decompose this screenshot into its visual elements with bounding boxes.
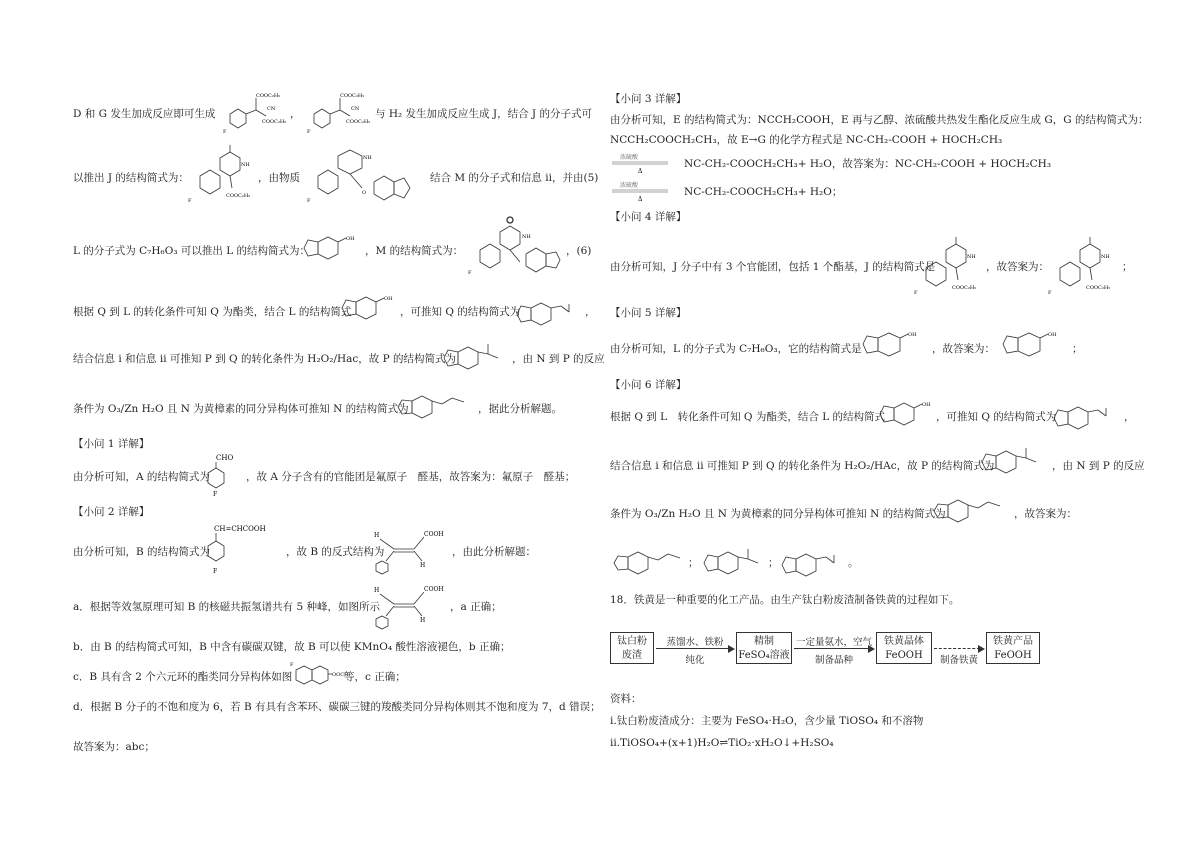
text-line — [610, 507, 946, 521]
text-line — [73, 600, 380, 614]
text: 由分析可知，J 分子中有 3 个官能团，包括 1 个酯基，J 的结构简式是 — [610, 261, 936, 273]
text-line — [73, 402, 409, 416]
text-line — [610, 133, 1002, 147]
text: a．根据等效氢原理可知 B 的核磁共振氢谱共有 5 种峰，如图所示 — [73, 601, 381, 613]
label: COOC₂H₅ — [1086, 285, 1111, 291]
text: NC-CH₂-COOCH₂CH₃+ H₂O，故答案为：NC-CH₂-COOH + HOCH₂CH₃ — [684, 158, 1052, 170]
label: H — [420, 562, 426, 569]
text: ，可推知 Q 的结构简式为 — [400, 306, 521, 318]
structure-a — [202, 452, 242, 498]
structure-p-2 — [978, 444, 1050, 482]
text-line — [286, 545, 384, 559]
text: D 和 G 发生加成反应即可生成 — [73, 108, 216, 120]
label: F — [307, 129, 311, 135]
text: 条件为 O₃/Zn H₂O 且 N 为黄樟素的同分异构体可推知 N 的结构简式为 — [73, 403, 409, 415]
structure-p — [440, 340, 510, 376]
text-line — [73, 305, 351, 319]
text: ； — [1122, 261, 1133, 273]
label: OH — [922, 402, 931, 408]
structure-p-answer — [700, 545, 772, 581]
text-line — [73, 107, 215, 121]
text: 。 — [848, 557, 859, 569]
text-line — [610, 113, 1148, 127]
label: F — [468, 270, 472, 276]
flow-arrow-top-label: 一定量氨水，空气 — [795, 637, 872, 648]
text: 由分析可知，B 的结构简式为 — [73, 546, 211, 558]
reaction-arrow-conditions-2 — [610, 180, 674, 204]
label: OH — [384, 296, 393, 302]
structure-l — [300, 232, 360, 266]
structure-d-g-adduct — [218, 88, 288, 136]
text-line — [452, 545, 536, 559]
structure-q-2 — [1050, 402, 1122, 436]
text: NC-CH₂-COOCH₂CH₃+ H₂O； — [684, 186, 843, 198]
text: ii.TiOSO₄+(x+1)H₂O⇌TiO₂·xH₂O↓+H₂SO₄ — [610, 737, 834, 749]
label: COOC₂H₅ — [226, 193, 251, 199]
label: CH=CHCOOH — [214, 525, 266, 533]
label: OH — [346, 236, 355, 242]
section-heading-q3 — [610, 92, 686, 106]
text: b．由 B 的结构简式可知，B 中含有碳碳双键，故 B 可以使 KMnO₄ 酸性溶液褪色，b 正确； — [73, 641, 511, 653]
structure-q-answer — [778, 549, 850, 581]
label: F — [188, 198, 192, 204]
text-line — [73, 545, 210, 559]
text: 与 H₂ 发生加成反应生成 J，结合 J 的分子式可 — [375, 108, 592, 120]
text: 【小问 6 详解】 — [610, 379, 687, 391]
text: 结合 M 的分子式和信息 ii，并由(5) — [430, 172, 599, 184]
text: L 的分子式为 C₇H₆O₃ 可以推出 L 的结构简式为： — [73, 245, 311, 257]
text: ，a 正确； — [450, 601, 502, 613]
text: 由分析可知，E 的结构简式为：NCCH₂COOH，E 再与乙醇、浓硫酸共热发生酯化反应生成 G，G 的结构简式为： — [610, 114, 1149, 126]
text: 结合信息 i 和信息 ii 可推知 P 到 Q 的转化条件为 H₂O₂/HAc，故 P 的结构简式为 — [610, 460, 995, 472]
text-line — [400, 305, 520, 319]
flow-box-line: FeSO₄溶液 — [738, 650, 790, 661]
text-line — [246, 470, 575, 484]
flow-box-line: 废渣 — [622, 650, 642, 661]
text: ， — [585, 306, 596, 318]
structure-b-isomer — [288, 660, 352, 694]
text-line — [684, 185, 842, 199]
text-line — [450, 600, 502, 614]
text-line — [73, 470, 210, 484]
text: 由分析可知，A 的结构简式为 — [73, 471, 210, 483]
text-line — [1014, 507, 1077, 521]
text: ，故答案为： — [932, 343, 995, 355]
question-18 — [610, 593, 959, 607]
label: COOH — [424, 586, 444, 593]
text: 以推出 J 的结构简式为： — [73, 172, 189, 184]
label: CN — [267, 106, 276, 112]
text: c．B 具有含 2 个六元环的酯类同分异构体如图 — [73, 671, 293, 683]
text: 【小问 3 详解】 — [610, 93, 687, 105]
flow-arrow-prepare — [932, 632, 986, 668]
text-line — [1072, 342, 1083, 356]
text: d．根据 B 分子的不饱和度为 6，若 B 有具有含苯环、碳碳三键的羧酸类同分异构体则其不饱和度为 7，d 错误； — [73, 701, 601, 713]
label: Δ — [638, 196, 643, 203]
text: ， — [290, 108, 301, 120]
text: NCCH₂COOCH₂CH₃，故 E→G 的化学方程式是 NC-CH₂-COOH + HOCH₂CH₃ — [610, 134, 1003, 146]
text-line — [73, 670, 292, 684]
text: ，M 的结构简式为： — [365, 245, 464, 257]
label: NH — [522, 234, 531, 240]
structure-j — [186, 142, 256, 206]
label: 浓硫酸 — [620, 154, 639, 161]
text-line — [73, 352, 456, 366]
text-line — [365, 244, 463, 258]
text-line — [73, 244, 310, 258]
text-line — [610, 736, 834, 750]
text: 等，c 正确； — [344, 671, 406, 683]
text-line — [258, 171, 300, 185]
label: F — [290, 662, 294, 668]
text-line — [610, 459, 994, 473]
text: 故答案为：abc； — [73, 741, 155, 753]
label: F — [213, 568, 218, 575]
flow-arrow-top-label: 蒸馏水、铁粉 — [666, 637, 724, 648]
label: F — [223, 129, 227, 135]
label: COOH — [424, 531, 444, 538]
label: CHO — [216, 454, 234, 462]
structure-b — [202, 523, 284, 579]
structure-j-answer-2 — [1046, 234, 1118, 296]
flow-arrow-purify — [654, 632, 736, 668]
flow-box-line: FeOOH — [994, 650, 1032, 661]
label: O — [362, 190, 367, 196]
label: NH — [1101, 254, 1110, 260]
text-line — [932, 342, 995, 356]
text-line — [1052, 459, 1145, 473]
text: ，可推知 Q 的结构简式为 — [936, 411, 1057, 423]
text-line — [688, 556, 699, 570]
text-line — [610, 692, 642, 706]
text-line — [73, 171, 189, 185]
text: ，由物质 — [258, 172, 300, 184]
section-heading-q1 — [73, 437, 149, 451]
text: ，故答案为： — [986, 261, 1049, 273]
text: 资料： — [610, 693, 642, 705]
text: 【小问 4 详解】 — [610, 211, 687, 223]
process-flow-diagram — [610, 632, 1040, 668]
label: F — [213, 491, 218, 498]
text: ， — [1124, 411, 1135, 423]
text: 结合信息 i 和信息 ii 可推知 P 到 Q 的转化条件为 H₂O₂/Hac，故 P 的结构简式为 — [73, 353, 457, 365]
flow-box-crystal — [876, 632, 932, 664]
structure-m — [464, 214, 566, 278]
text-line — [73, 700, 601, 714]
text: ，由 N 到 P 的反应 — [512, 353, 605, 365]
text-line — [848, 556, 859, 570]
text-line — [684, 157, 1051, 171]
text: 由分析可知，L 的分子式为 C₇H₆O₃，它的结构简式是 — [610, 343, 862, 355]
label: F — [307, 198, 311, 204]
text-line — [768, 556, 779, 570]
flow-box-line: 铁黄产品 — [993, 636, 1033, 647]
flow-arrow-bottom-label: 制备晶种 — [814, 655, 853, 666]
flow-box-line: 钛白粉 — [617, 636, 647, 647]
label: Δ — [638, 168, 643, 175]
text-line — [375, 107, 592, 121]
text-line — [512, 352, 605, 366]
label: OH — [1048, 332, 1057, 338]
text-line — [610, 410, 885, 424]
label: CN — [351, 106, 360, 112]
structure-d-g-adduct-2 — [302, 88, 372, 136]
label: COOC₂H₅ — [262, 119, 287, 125]
structure-l-3 — [876, 398, 936, 432]
flow-box-line: FeOOH — [885, 650, 923, 661]
label: COOC₂H₅ — [256, 93, 281, 99]
label: COOC₂H₅ — [952, 285, 977, 291]
structure-q — [513, 298, 583, 332]
label: F — [1048, 290, 1052, 296]
reaction-arrow-conditions — [610, 152, 674, 176]
label: COOC₂H₅ — [340, 93, 365, 99]
structure-l-answer — [858, 328, 924, 364]
structure-l-answer-2 — [998, 328, 1064, 364]
structure-n-answer — [610, 547, 692, 579]
label: H — [374, 532, 380, 539]
text: ，(6) — [566, 245, 592, 257]
text: ，由此分析解题： — [452, 546, 536, 558]
answer-line — [73, 740, 155, 754]
structure-j-answer — [912, 234, 984, 296]
text: ，由 N 到 P 的反应 — [1052, 460, 1145, 472]
flow-box-product — [986, 632, 1040, 664]
text: 根据 Q 到 L 的转化条件可知 Q 为酯类，结合 L 的结构简式 — [73, 306, 352, 318]
text: 18．铁黄是一种重要的化工产品。由生产钛白粉废渣制备铁黄的过程如下。 — [610, 594, 960, 606]
text: 【小问 2 详解】 — [73, 506, 150, 518]
label: NH — [241, 162, 250, 168]
text: 根据 Q 到 L 转化条件可知 Q 为酯类，结合 L 的结构简式 — [610, 411, 886, 423]
text: i.钛白粉废渣成分：主要为 FeSO₄·H₂O，含少量 TiOSO₄ 和不溶物 — [610, 715, 924, 727]
text: ，故 A 分子含有的官能团是氟原子 醛基，故答案为：氟原子 醛基； — [246, 471, 576, 483]
label: COOC₂H₅ — [346, 119, 371, 125]
text: 【小问 5 详解】 — [610, 307, 687, 319]
text: ； — [768, 557, 779, 569]
label: H — [420, 617, 426, 624]
flow-arrow-seed — [792, 632, 876, 668]
text-line — [344, 670, 406, 684]
text: ； — [688, 557, 699, 569]
text: 【小问 1 详解】 — [73, 438, 150, 450]
text-line — [290, 107, 301, 121]
structure-b-trans — [372, 527, 448, 577]
flow-box-line: 铁黄晶体 — [884, 636, 924, 647]
text: ，据此分析解题。 — [478, 403, 562, 415]
text-line — [566, 244, 591, 258]
label: OH — [908, 332, 917, 338]
text-line — [585, 305, 596, 319]
text-line — [986, 260, 1049, 274]
text-line — [936, 410, 1056, 424]
flow-arrow-bottom-label: 纯化 — [685, 655, 705, 666]
text: 条件为 O₃/Zn H₂O 且 N 为黄樟素的同分异构体可推知 N 的结构简式为 — [610, 508, 946, 520]
flow-box-line: 精制 — [754, 636, 774, 647]
section-heading-q4 — [610, 210, 686, 224]
structure-b-nmr — [372, 582, 448, 630]
label: NH — [363, 155, 372, 161]
flow-arrow-bottom-label: 制备铁黄 — [939, 655, 978, 666]
structure-m-precursor — [304, 142, 428, 206]
text-line — [1124, 410, 1135, 424]
structure-n-2 — [930, 496, 1014, 526]
flow-box-raw-residue — [610, 632, 654, 664]
label: 浓硫酸 — [620, 182, 639, 189]
structure-n — [394, 392, 476, 422]
flow-box-feso4 — [736, 632, 792, 664]
label: OOCH — [332, 672, 349, 678]
structure-l-2 — [338, 292, 398, 326]
section-heading-q2 — [73, 505, 149, 519]
text-line — [610, 714, 923, 728]
section-heading-q6 — [610, 378, 686, 392]
label: H — [374, 587, 380, 594]
text: ； — [1072, 343, 1083, 355]
text-line — [73, 640, 510, 654]
label: F — [914, 290, 918, 296]
section-heading-q5 — [610, 306, 686, 320]
text: ，故答案为： — [1014, 508, 1077, 520]
text: ，故 B 的反式结构为 — [286, 546, 385, 558]
text-line — [610, 260, 935, 274]
label: NH — [967, 254, 976, 260]
text-line — [610, 342, 862, 356]
text-line — [1122, 260, 1133, 274]
text-line — [478, 402, 562, 416]
text-line — [430, 171, 598, 185]
